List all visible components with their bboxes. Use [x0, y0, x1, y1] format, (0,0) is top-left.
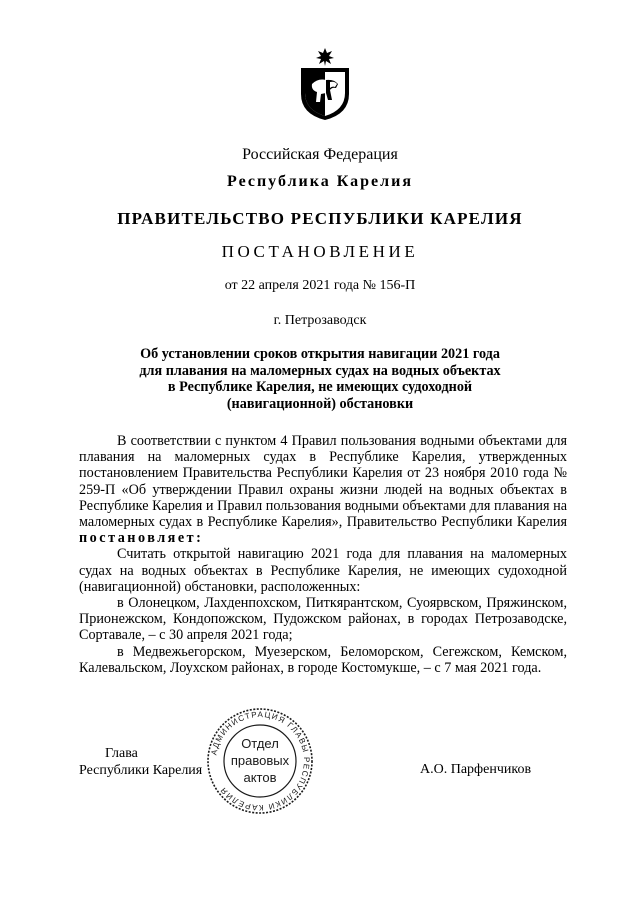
country-name: Российская Федерация [242, 146, 398, 163]
svg-text:правовых: правовых [230, 753, 290, 768]
paragraph-preamble [79, 433, 567, 546]
signatory-title-line2: Республики Карелия [79, 763, 203, 778]
preamble-text: В соответствии с пунктом 4 Правил пользования водными объектами для плавания на маломерных судах в Республике Карелия, утвержденных постановлением Правительства Республики Карелия от 23 ноября 2010 года № 259-П «Об утверждении Правил охраны жизни людей на водных объектах в Республике Карелия и Правил пользования водными объектами для плавания на маломерных судах в Республике Карелия», Правительство Республики Карелия [79, 433, 567, 531]
title-line: (навигационной) обстановки [226, 395, 414, 412]
resolves-colon: : [196, 530, 204, 547]
title-line: для плавания на маломерных судах на водных объектах [139, 362, 501, 379]
date-number: от 22 апреля 2021 года № 156-П [224, 278, 416, 293]
svg-text:АДМИНИСТРАЦИЯ ГЛАВЫ РЕСПУБЛИКИ: АДМИНИСТРАЦИЯ ГЛАВЫ РЕСПУБЛИКИ КАРЕЛИЯ [209, 709, 312, 813]
resolves-word: постановляет [79, 530, 197, 547]
official-stamp [205, 706, 315, 816]
signatory-name: А.О. Парфенчиков [420, 762, 532, 777]
coat-of-arms-emblem [296, 46, 354, 122]
republic-name: Республика Карелия [227, 173, 413, 190]
document-type: ПОСТАНОВЛЕНИЕ [221, 242, 419, 261]
government-name: ПРАВИТЕЛЬСТВО РЕСПУБЛИКИ КАРЕЛИЯ [117, 209, 523, 228]
signatory-title [79, 745, 202, 779]
paragraph-districts-1: в Олонецком, Лахденпохском, Питкярантском, Суоярвском, Пряжинском, Прионежском, Кондопожском, Пудожском районах, в городах Петрозаводске, Сортавале, – с 30 апреля 2021 года; [79, 595, 567, 644]
signatory-title-line1: Глава [105, 746, 138, 761]
title-line: в Республике Карелия, не имеющих судоходной [167, 379, 473, 395]
document-title [110, 346, 530, 412]
paragraph-decision: Считать открытой навигацию 2021 года для плавания на маломерных судах на водных объектах в Республике Карелия, не имеющих судоходной (навигационной) обстановки, расположенных: [79, 546, 567, 595]
svg-text:Отдел: Отдел [241, 736, 279, 751]
svg-text:актов: актов [243, 770, 277, 785]
title-line: Об установлении сроков открытия навигации 2021 года [140, 346, 500, 362]
paragraph-districts-2: в Медвежьегорском, Муезерском, Беломорском, Сегежском, Кемском, Калевальском, Лоухском районах, в городе Костомукше, – с 7 мая 2021 года. [79, 643, 567, 676]
document-body [79, 433, 567, 676]
city: г. Петрозаводск [273, 313, 367, 328]
